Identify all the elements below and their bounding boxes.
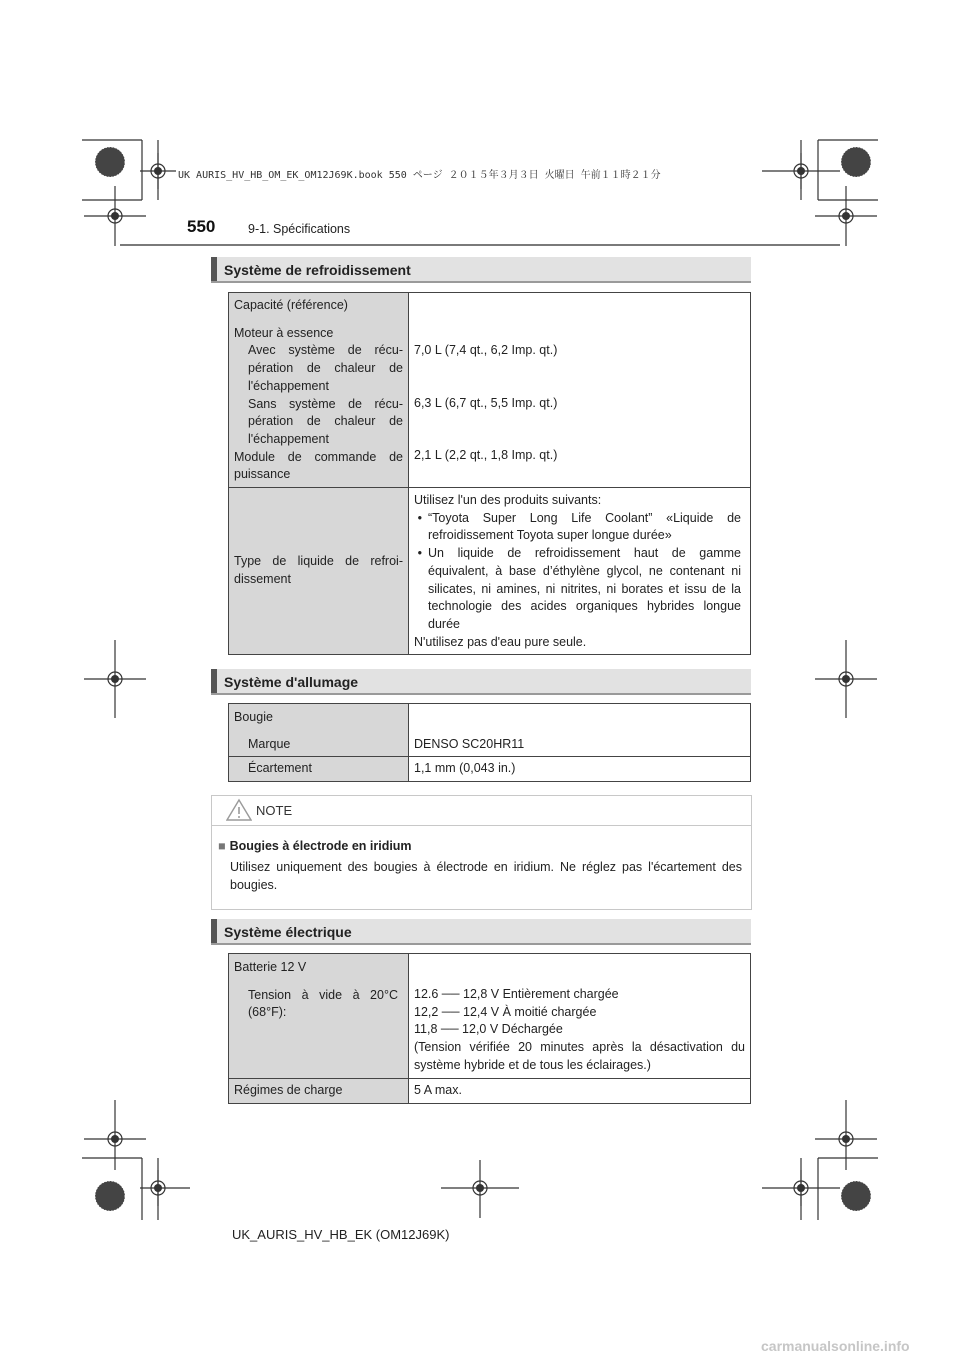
without-heat-recovery-label: Sans système de récu-pération de chaleur de l'échappement — [248, 396, 403, 446]
battery-value-cell — [409, 954, 751, 1079]
brand-label: Marque — [248, 736, 291, 751]
cooling-capacity-labels — [229, 293, 409, 488]
voltage-discharged: 11,8 ── 12,0 V Déchargée — [414, 1022, 563, 1037]
header-rule — [120, 244, 840, 246]
cooling-section-heading — [211, 257, 751, 283]
power-control-module-label: Module de commande de puissance — [234, 449, 403, 482]
power-control-module-value: 2,1 L (2,2 qt., 1,8 Imp. qt.) — [414, 448, 558, 463]
gap-value-cell — [409, 757, 751, 782]
section-reference: 9-1. Spécifications — [248, 222, 351, 236]
spark-plug-label-cell — [229, 704, 409, 757]
cooling-capacity-values — [409, 293, 751, 488]
table-row — [229, 954, 751, 1079]
open-voltage-label: Tension à vide à 20°C (68°F): — [248, 987, 398, 1020]
cooling-spec-table — [228, 292, 751, 655]
warning-icon — [226, 798, 252, 822]
brand-value: DENSO SC20HR11 — [414, 737, 525, 751]
charge-rate-value: 5 A max. — [414, 1082, 462, 1097]
electrical-section-heading — [211, 919, 751, 945]
note-title: NOTE — [256, 803, 293, 818]
charge-rate-value-cell — [409, 1078, 751, 1103]
gap-label: Écartement — [248, 761, 312, 776]
spark-plug-value-cell — [409, 704, 751, 757]
gap-label-cell — [229, 757, 409, 782]
voltage-full-charge: 12.6 ── 12,8 V Entièrement chargée — [414, 987, 619, 1001]
electrical-spec-table — [228, 953, 751, 1104]
gap-value: 1,1 mm (0,043 in.) — [414, 761, 516, 776]
electrical-heading-text: Système électrique — [224, 924, 352, 940]
coolant-intro: Utilisez l'un des produits suivants: — [414, 493, 602, 507]
coolant-type-value-cell — [409, 488, 751, 655]
voltage-note: (Tension vérifiée 20 minutes après la désactivation du système hybride et de tous les éclairages.) — [414, 1040, 745, 1072]
charge-rate-label: Régimes de charge — [234, 1082, 343, 1097]
footer-model-code: UK_AURIS_HV_HB_EK (OM12J69K) — [232, 1227, 450, 1242]
without-heat-recovery-value: 6,3 L (6,7 qt., 5,5 Imp. qt.) — [414, 395, 558, 410]
table-row — [229, 704, 751, 757]
coolant-warning: N'utilisez pas d'eau pure seule. — [414, 634, 587, 649]
coolant-type-label-cell — [229, 488, 409, 655]
note-text: Utilisez uniquement des bougies à électrode en iridium. Ne réglez pas l'écartement des bougies. — [230, 860, 742, 892]
ignition-heading-text: Système d'allumage — [224, 674, 359, 690]
table-row — [229, 1078, 751, 1103]
page-number: 550 — [187, 217, 216, 236]
spark-plug-label: Bougie — [234, 710, 273, 724]
battery-label: Batterie 12 V — [234, 960, 307, 974]
battery-label-cell — [229, 954, 409, 1079]
list-item: • “Toyota Super Long Life Coolant” «Liquide de refroidissement Toyota super longue durée» — [409, 510, 750, 545]
charge-rate-label-cell — [229, 1078, 409, 1103]
capacity-label: Capacité (référence) — [234, 298, 348, 312]
list-item: • Un liquide de refroidissement haut de gamme équivalent, à base d’éthylène glycol, ne contenant ni silicates, ni amines, ni nitrites, ni borates et issu de la technologie des acides organiques hybrides longue durée — [409, 545, 750, 634]
table-row — [229, 757, 751, 782]
with-heat-recovery-label: Avec système de récu-pération de chaleur de l'échappement — [248, 343, 403, 393]
bullet-icon: • — [417, 546, 422, 561]
ignition-section-heading — [211, 669, 751, 695]
table-row — [229, 488, 751, 655]
note-header — [212, 796, 751, 826]
gasoline-engine-label: Moteur à essence — [234, 325, 334, 340]
square-bullet-icon: ■ — [218, 839, 226, 853]
with-heat-recovery-value: 7,0 L (7,4 qt., 6,2 Imp. qt.) — [414, 343, 558, 357]
note-subheading: ■ Bougies à électrode en iridium — [218, 839, 412, 853]
bullet-icon: • — [417, 510, 422, 525]
coolant-type-label: Type de liquide de refroi-dissement — [234, 554, 403, 587]
note-box — [211, 795, 752, 910]
voltage-half-charge: 12,2 ── 12,4 V À moitié chargée — [414, 1004, 597, 1019]
table-row — [229, 293, 751, 488]
watermark: carmanualsonline.info — [761, 1338, 910, 1354]
ignition-spec-table — [228, 703, 751, 782]
print-info-line: UK AURIS_HV_HB_OM_EK_OM12J69K.book 550 ページ ２０１５年３月３日 火曜日 午前１１時２１分 — [178, 170, 661, 181]
cooling-heading-text: Système de refroidissement — [224, 262, 411, 278]
